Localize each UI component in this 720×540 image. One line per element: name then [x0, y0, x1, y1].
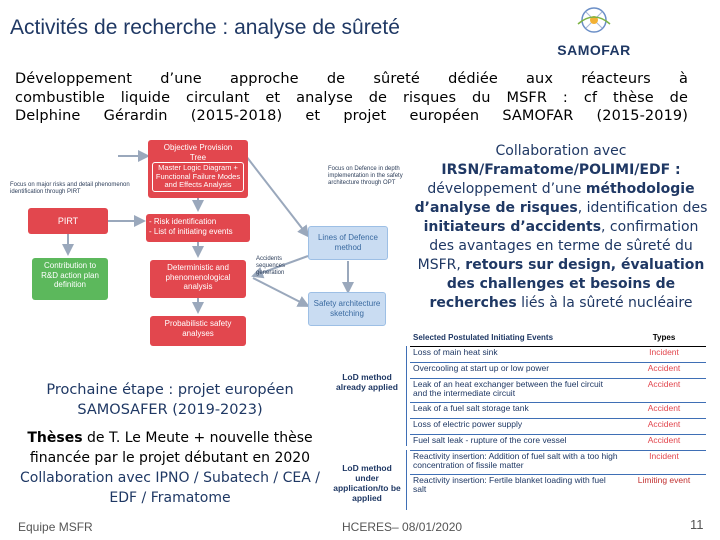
table-row [410, 451, 706, 475]
det-box: Deterministic and phenomenological analysis [150, 260, 246, 298]
table-cell: Accident [647, 419, 681, 429]
collab-line: d’analyse de risques, identification des [414, 200, 708, 216]
table-row [410, 475, 706, 499]
table-row [410, 379, 706, 403]
table-cell: Reactivity insertion: Fertile blanket loading with fuel salt [413, 475, 606, 494]
methodology-diagram [8, 136, 413, 356]
footer-date: HCERES– 08/01/2020 [342, 520, 463, 534]
table-cell: Incident [649, 347, 679, 357]
table-row [410, 363, 706, 379]
collab-line: des challenges et besoins de [446, 276, 676, 292]
table-row [410, 347, 706, 363]
table-cell: Accident [647, 363, 681, 373]
initiating-events-table [410, 330, 706, 499]
lod-bracket-bottom [406, 450, 407, 510]
lod-to-apply-label: LoD method under application/to be applied [333, 463, 401, 503]
table-cell: Limiting event [637, 475, 691, 485]
collab-line: IRSN/Framatome/POLIMI/EDF : [441, 162, 681, 178]
theses-line: Collaboration avec IPNO / Subatech / CEA / EDF / Framatome [20, 470, 320, 506]
collab-line: Collaboration avec [495, 143, 627, 159]
contrib-box: Contribution to R&D action plan definition [32, 258, 108, 300]
footer-team: Equipe MSFR [18, 520, 93, 534]
note-defence: Focus on Defence in depth implementation in the safety architecture through OPT [328, 166, 403, 186]
collaboration-text [412, 142, 710, 313]
table-row [410, 435, 706, 451]
intro-line: combustible liquide circulant et analyse de risques du MSFR : cf thèse de [15, 89, 688, 106]
table-cell: Leak of an heat exchanger between the fuel circuit and the intermediate circuit [413, 379, 603, 398]
theses-line: Thèses de T. Le Meute + nouvelle thèse financée par le projet débutant en 2020 [27, 430, 313, 466]
next-step-text: Prochaine étape : projet européen SAMOSAFER (2019-2023) [46, 382, 294, 418]
prob-box: Probabilistic safety analyses [150, 316, 246, 346]
opt-box [148, 140, 248, 198]
intro-paragraph [15, 70, 688, 126]
table-header-cell: Types [652, 333, 676, 342]
safety-arch-box: Safety architecture sketching [308, 292, 386, 326]
table-cell: Accident [647, 403, 681, 413]
table-row [410, 403, 706, 419]
intro-line: Développement d’une approche de sûreté dédiée aux réacteurs à [15, 71, 688, 87]
intro-line: Delphine Gérardin (2015-2018) et projet européen SAMOFAR (2015-2019) [15, 108, 688, 124]
logo-icon [548, 2, 640, 42]
table-cell: Reactivity insertion: Addition of fuel salt with a too high concentration of fissile matter [413, 451, 618, 470]
theses-text [20, 428, 320, 508]
logo-text: SAMOFAR [557, 42, 631, 58]
table-cell: Accident [647, 379, 681, 389]
collab-line: développement d’une méthodologie [427, 181, 695, 197]
note-pirt: Focus on major risks and detail phenomenon identification through PIRT [10, 182, 130, 195]
page-title: Activités de recherche : analyse de sûreté [10, 16, 400, 39]
lod-bracket-top [406, 346, 407, 446]
lod-applied-label: LoD method already applied [336, 372, 398, 392]
table-row [410, 419, 706, 435]
collab-line: des avantages en terme de sûreté du [429, 238, 693, 254]
collab-line: initiateurs d’accidents, confirmation [423, 219, 699, 235]
lines-defence-box: Lines of Defence method [308, 226, 388, 260]
opt-title: Objective Provision Tree [163, 143, 233, 162]
note-accidents: Accidents sequences generation [256, 256, 286, 276]
risk-box: - Risk identification - List of initiating events [146, 214, 250, 242]
table-header-cell: Selected Postulated Initiating Events [413, 333, 554, 342]
mld-box: Master Logic Diagram + Functional Failure Modes and Effects Analysis [152, 162, 244, 192]
samofar-logo [548, 2, 640, 66]
table-cell: Overcooling at start up or low power [413, 363, 550, 373]
table-cell: Fuel salt leak - rupture of the core vessel [413, 435, 567, 445]
table-cell: Loss of main heat sink [413, 347, 498, 357]
table-cell: Accident [647, 435, 681, 445]
table-header [410, 330, 706, 347]
table-cell: Incident [649, 451, 679, 461]
page-number: 11 [690, 517, 704, 532]
collab-line: recherches liés à la sûreté nucléaire [429, 295, 693, 311]
collab-line: MSFR, retours sur design, évaluation [417, 257, 705, 273]
table-cell: Loss of electric power supply [413, 419, 523, 429]
pirt-box: PIRT [28, 208, 108, 234]
table-cell: Leak of a fuel salt storage tank [413, 403, 529, 413]
